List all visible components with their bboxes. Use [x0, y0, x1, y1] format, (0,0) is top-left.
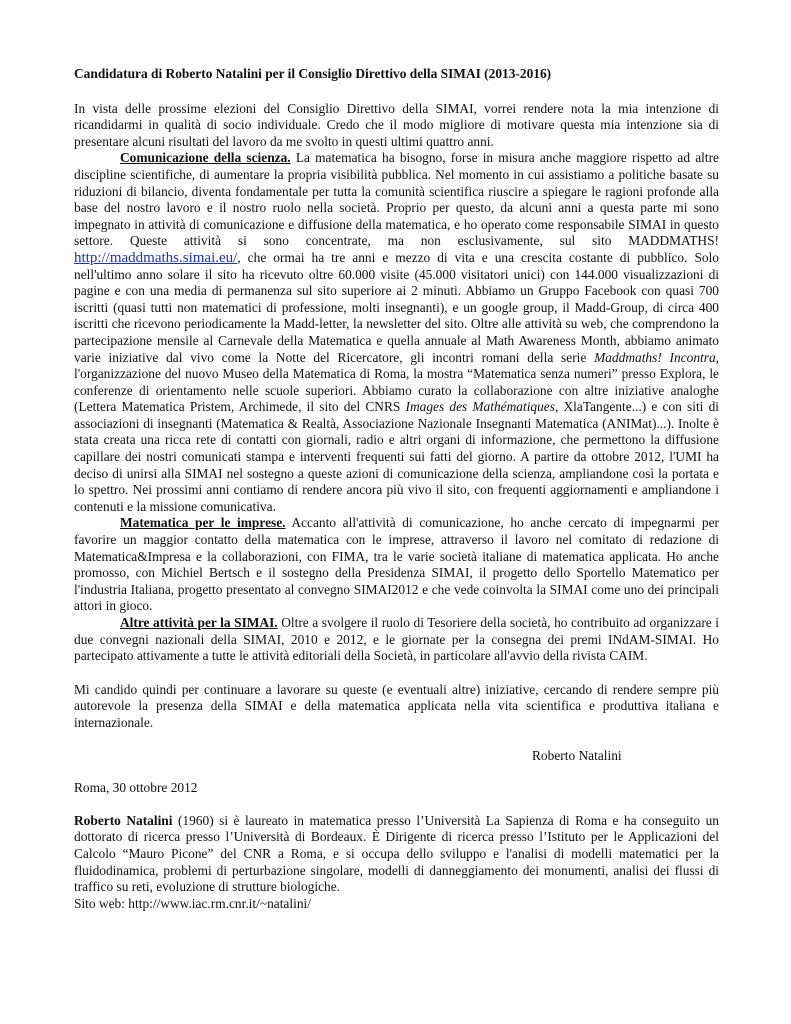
- closing-paragraph: Mi candido quindi per continuare a lavorare su queste (e eventuali altre) iniziative, cercando di rendere sempre più autorevole la presenza della SIMAI e della matematica applicata nella vita scientifica e produttiva italiana e internazionale.: [74, 681, 719, 730]
- section-communication-text-d: , XlaTangente...) e con siti di associazioni di insegnanti (Matematica & Realtà, Associazione Nazionale Insegnanti Matematica (ANIMat)...). Inolte è stata creata una ricca rete di contatti con giornali, radio e altri organi di informazione, che permettono la diffusione capillare dei nostri comunicati stampa e interventi frequenti sui fatti del giorno. A partire da ottobre 2012, l'UMI ha deciso di unirsi alla SIMAI nel sostegno a queste azioni di comunicazione della scienza, ampliandone così la portata e lo spettro. Nei prossimi anni contiamo di rendere ancora più vivo il sito, con frequenti aggiornamenti e ampliandone i contenuti e la missione comunicativa.: [74, 399, 720, 514]
- bio-text: (1960) si è laureato in matematica presso l’Università La Sapienza di Roma e ha conseguito un dottorato di ricerca presso l’Università di Bordeaux. È Dirigente di ricerca presso l’Istituto per le Applicazioni del Calcolo “Mauro Picone” del CNR a Roma, e si occupa dello sviluppo e l'analisi di modelli matematici per la fluidodinamica, problemi di perturbazione singolare, modelli di danneggiamento dei monumenti, analisi dei flussi di traffico su reti, evoluzione di strutture biologiche.: [74, 812, 719, 895]
- signature: Roberto Natalini: [532, 747, 622, 763]
- section-communication-text-a: La matematica ha bisogno, forse in misura anche maggiore rispetto ad altre discipline scientifiche, di aumentare la propria visibilità pubblica. Nel momento in cui assistiamo a politiche basate su riduzioni di bilancio, diventa fondamentale per tutta la comunità scientifica riuscire a spiegare le ragioni profonde alla base del nostro lavoro e il nostro ruolo nella società. Proprio per questo, da alcuni anni a questa parte mi sono impegnato in attività di comunicazione e diffusione della matematica, e ho operato come responsabile SIMAI in questo settore. Queste attività si sono concentrate, ma non esclusivamente, sul sito MADDMATHS!: [74, 150, 719, 249]
- section-communication-text-c: , l'organizzazione del nuovo Museo della Matematica di Roma, la mostra “Matematica senza numeri” presso Explora, le conferenze di orientamento nelle scuole superiori. Abbiamo curato la collaborazione con altre iniziative analoghe (Lettera Matematica Pristem, Archimede, il sito del CNRS: [74, 349, 720, 415]
- bio-paragraph: [74, 813, 719, 896]
- maddmaths-link[interactable]: http://maddmaths.simai.eu/: [74, 249, 238, 266]
- section-communication: [74, 150, 719, 515]
- images-des-mathematiques-italic: Images des Mathématiques: [405, 399, 555, 415]
- section-business-text: Accanto all'attività di comunicazione, ho anche cercato di impegnarmi per favorire un maggior contatto della matematica con le imprese, attraverso il lavoro nel comitato di redazione di Matematica&Impresa e la collaborazioni, con FIMA, tra le varie società italiane di matematica applicata. Ho anche promosso, con Michiel Bertsch e il sostegno della Presidenza SIMAI, il progetto dello Sportello Matematico per l'industria Italiana, progetto presentato al convegno SIMAI2012 e che vede coinvolta la SIMAI come uno dei principali attori in gioco.: [74, 515, 719, 614]
- section-other: [74, 615, 719, 665]
- document-page: [74, 66, 719, 912]
- section-other-text: Oltre a svolgere il ruolo di Tesoriere della società, ho contribuito ad organizzare i due convegni nazionali della SIMAI, 2010 e 2012, e le giornate per la consegna dei premi INdAM-SIMAI. Ho partecipato attivamente a tutte le attività editoriali della Società, in particolare all'avvio della rivista CAIM.: [74, 615, 719, 664]
- bio-website: Sito web: http://www.iac.rm.cnr.it/~natalini/: [74, 895, 311, 911]
- section-other-heading: Altre attività per la SIMAI.: [120, 615, 278, 630]
- bio-name: Roberto Natalini: [74, 812, 173, 828]
- section-business-heading: Matematica per le imprese.: [120, 515, 286, 531]
- section-communication-text-b: , che ormai ha tre anni e mezzo di vita e una crescita costante di pubblico. Solo nell'ultimo anno solare il sito ha ricevuto oltre 60.000 visite (45.000 visitatori unici) con 144.000 visualizzazioni di pagine e con una media di permanenza sul sito superiore ai 2 minuti. Abbiamo un Gruppo Facebook con quasi 700 iscritti (quasi tutti non matematici di professione, molti insegnanti), e un google group, il Madd-Group, di circa 400 iscritti che ricevono periodicamente la Madd-letter, la newsletter del sito. Oltre alle attività su web, che comprendono la partecipazione mensile al Carnevale della Matematica e quella annuale al Math Awareness Month, abbiamo animato varie iniziative dal vivo come la Notte del Ricercatore, gli incontri romani della serie: [74, 249, 719, 365]
- section-communication-heading: Comunicazione della scienza.: [120, 150, 291, 166]
- intro-paragraph: In vista delle prossime elezioni del Consiglio Direttivo della SIMAI, vorrei rendere nota la mia intenzione di ricandidarmi in qualità di socio individuale. Credo che il modo migliore di motivare questa mia intenzione sia di presentare alcuni risultati del lavoro da me svolto in questi ultimi quattro anni.: [74, 100, 719, 149]
- maddmaths-incontra-italic: Maddmaths! Incontra: [594, 349, 716, 365]
- date-line: Roma, 30 ottobre 2012: [74, 780, 198, 796]
- document-title: Candidatura di Roberto Natalini per il Consiglio Direttivo della SIMAI (2013-2016): [74, 66, 552, 81]
- section-business: [74, 515, 719, 615]
